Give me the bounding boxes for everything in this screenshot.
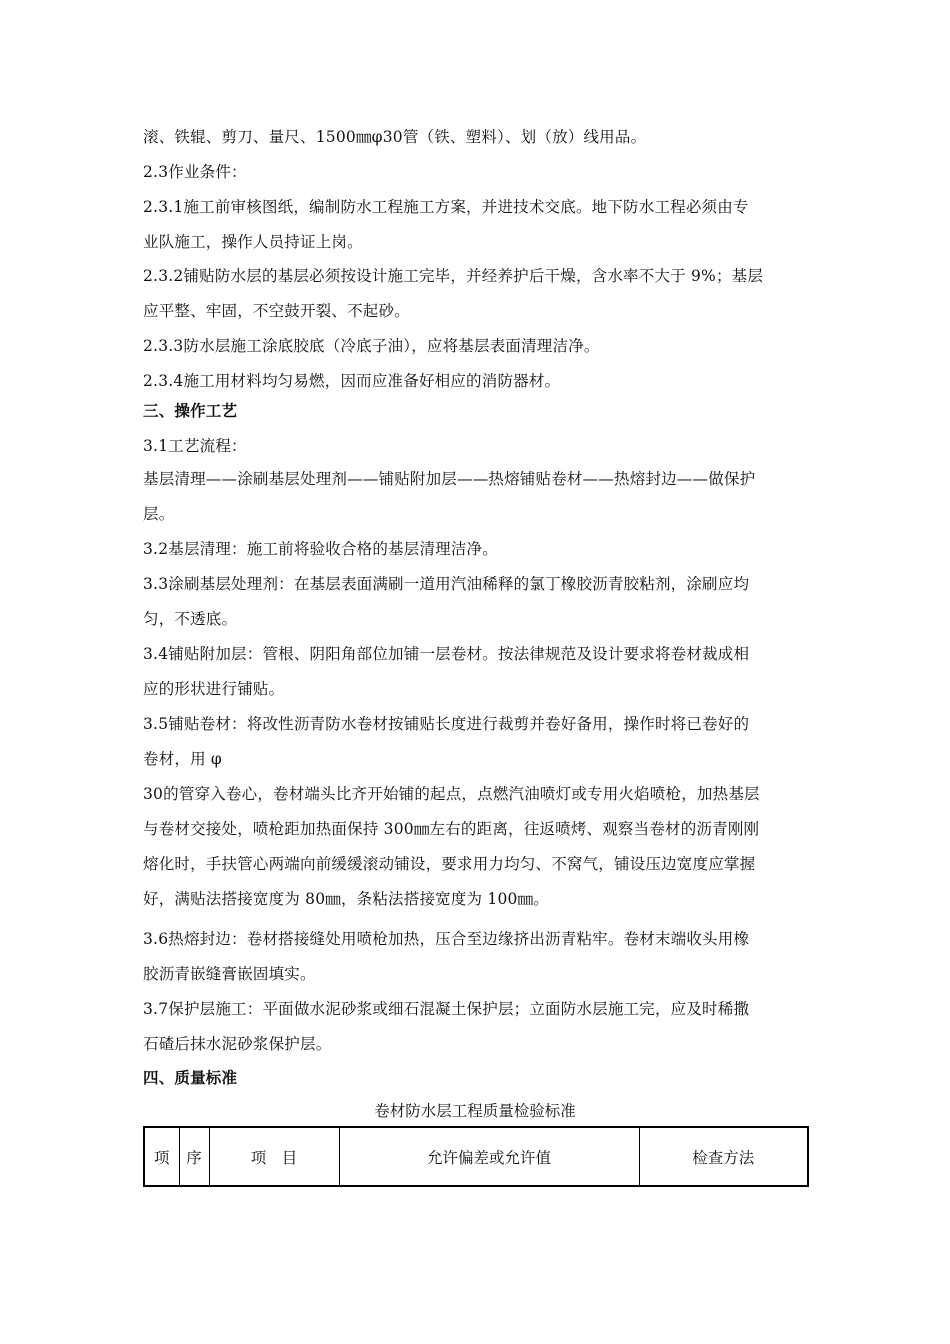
header-sequence: 序 (179, 1127, 209, 1186)
text-line: 应的形状进行铺贴。 (143, 680, 285, 698)
text-line: 30的管穿入卷心，卷材端头比齐开始铺的起点，点燃汽油喷灯或专用火焰喷枪，加热基层 (143, 785, 760, 803)
text-line: 与卷材交接处，喷枪距加热面保持 300㎜左右的距离，往返喷烤、观察当卷材的沥青刚刚 (143, 820, 760, 838)
header-category: 项 (144, 1127, 179, 1186)
header-tolerance: 允许偏差或允许值 (339, 1127, 639, 1186)
text-line: 3.7保护层施工：平面做水泥砂浆或细石混凝土保护层；立面防水层施工完，应及时稀撒 (143, 1000, 750, 1018)
text-line: 2.3.3防水层施工涂底胶底（冷底子油），应将基层表面清理洁净。 (143, 337, 600, 355)
text-line: 3.4铺贴附加层：管根、阴阳角部位加铺一层卷材。按法律规范及设计要求将卷材裁成相 (143, 645, 750, 663)
text-line: 层。 (143, 505, 175, 523)
text-line: 3.5铺贴卷材：将改性沥青防水卷材按铺贴长度进行裁剪并卷好备用，操作时将已卷好的 (143, 715, 750, 733)
section-heading: 三、操作工艺 (143, 402, 238, 420)
text-line: 3.1工艺流程： (143, 437, 247, 455)
text-line: 2.3作业条件： (143, 163, 247, 181)
text-line: 熔化时，手扶管心两端向前缓缓滚动铺设，要求用力均匀、不窝气，铺设压边宽度应掌握 (143, 855, 756, 873)
table-caption: 卷材防水层工程质量检验标准 (374, 1102, 576, 1120)
text-line: 2.3.2铺贴防水层的基层必须按设计施工完毕，并经养护后干燥，含水率不大于 9%；基层 (143, 267, 764, 285)
text-line: 3.2基层清理：施工前将验收合格的基层清理洁净。 (143, 540, 498, 558)
quality-standard-table (143, 1126, 809, 1187)
text-line: 胶沥青嵌缝膏嵌固填实。 (143, 965, 316, 983)
header-inspection-method: 检查方法 (639, 1127, 808, 1186)
section-heading: 四、质量标准 (143, 1069, 238, 1087)
text-line: 3.3涂刷基层处理剂：在基层表面满刷一道用汽油稀释的氯丁橡胶沥青胶粘剂，涂刷应均 (143, 575, 750, 593)
text-line: 2.3.1施工前审核图纸，编制防水工程施工方案，并进技术交底。地下防水工程必须由专 (143, 198, 749, 216)
text-line: 匀，不透底。 (143, 610, 238, 628)
text-line: 3.6热熔封边：卷材搭接缝处用喷枪加热，压合至边缘挤出沥青粘牢。卷材末端收头用橡 (143, 930, 750, 948)
text-line: 石碴后抹水泥砂浆保护层。 (143, 1035, 332, 1053)
text-line: 应平整、牢固，不空鼓开裂、不起砂。 (143, 302, 410, 320)
text-line: 基层清理——涂刷基层处理剂——铺贴附加层——热熔铺贴卷材——热熔封边——做保护 (143, 470, 756, 488)
header-item: 项 目 (209, 1127, 339, 1186)
text-line: 业队施工，操作人员持证上岗。 (143, 233, 363, 251)
text-line: 好，满贴法搭接宽度为 80㎜，条粘法搭接宽度为 100㎜。 (143, 890, 549, 908)
text-line: 卷材，用 φ (143, 750, 222, 768)
text-line: 滚、铁辊、剪刀、量尺、1500㎜φ30管（铁、塑料）、划（放）线用品。 (143, 128, 647, 146)
text-line: 2.3.4施工用材料均匀易燃，因而应准备好相应的消防器材。 (143, 372, 561, 390)
table-header-row (144, 1127, 808, 1186)
